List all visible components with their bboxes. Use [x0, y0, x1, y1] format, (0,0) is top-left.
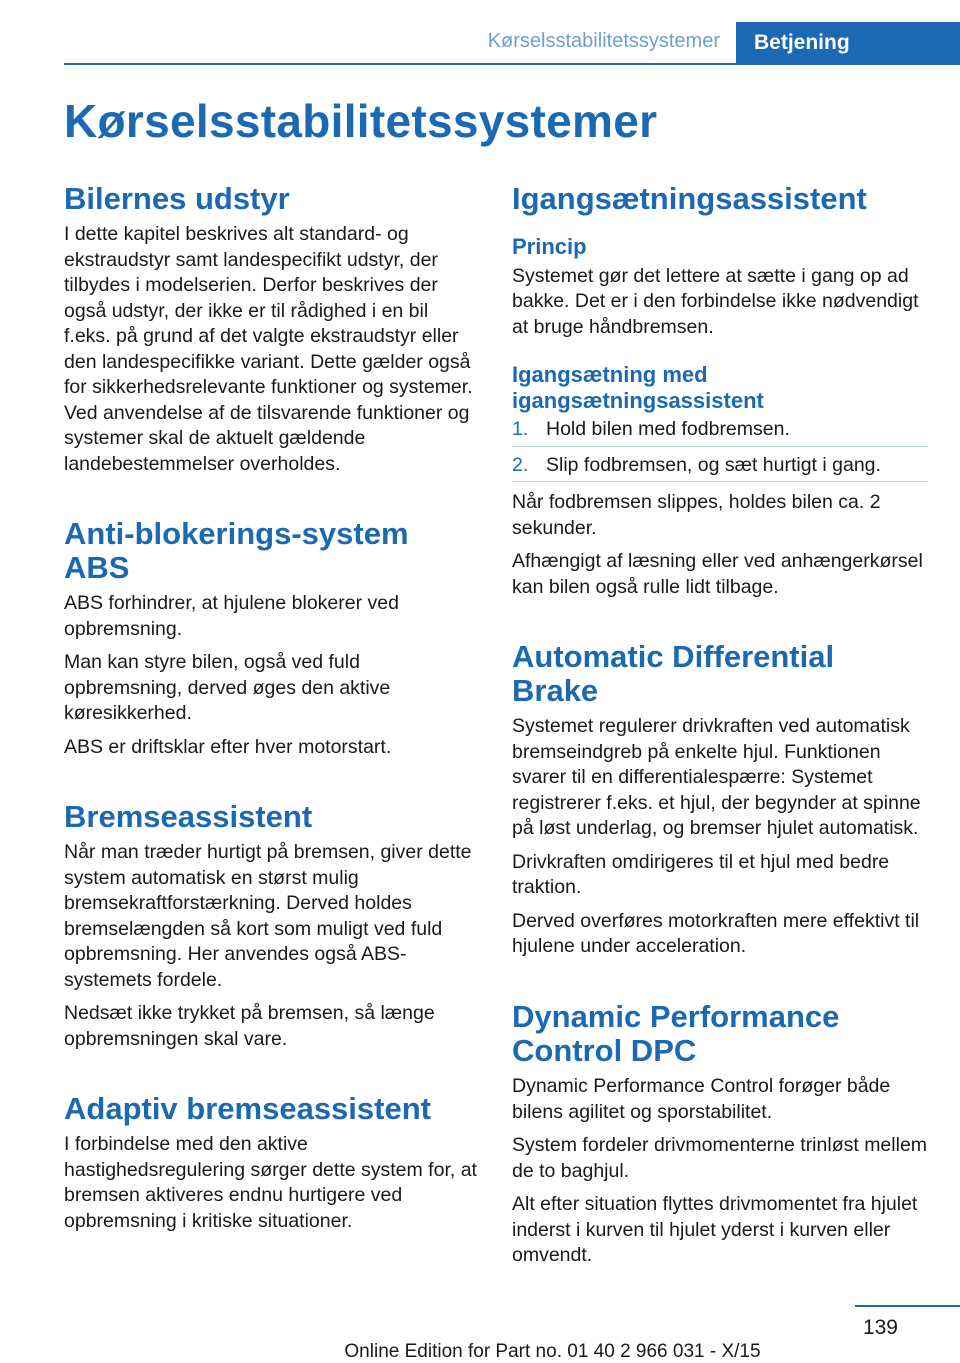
section-title: Bremseassistent: [64, 799, 313, 835]
paragraph: Når man træder hurtigt på bremsen, giver dette system automatisk en størst mulig bremsekraftforstærkning. Derved holdes bremselængden så kort som muligt ved fuld opbremsning. Her anvendes også ABS-systemets fordele.: [64, 841, 472, 991]
paragraph: Alt efter situation flyttes drivmomentet fra hjulet inderst i kurven til hjulet yderst i kurven eller omvendt.: [512, 1193, 918, 1267]
breadcrumb[interactable]: Kørselsstabilitetssystemer: [487, 30, 720, 52]
step-list: [512, 417, 928, 482]
left-column: [64, 182, 480, 1274]
paragraph: I forbindelse med den aktive hastighedsregulering sørger dette system for, at bremsen aktiveres endnu hurtigere ved opbremsning i kritiske situationer.: [64, 1133, 477, 1232]
step-number: 1.: [512, 418, 529, 441]
section-title: Automatic Differential Brake: [512, 639, 835, 709]
paragraph: Nedsæt ikke trykket på bremsen, så længe opbremsningen skal vare.: [64, 1002, 435, 1050]
edition-footer: Online Edition for Part no. 01 40 2 966 031 - X/15: [344, 1341, 761, 1362]
paragraph: System fordeler drivmomenterne trinløst mellem de to baghjul.: [512, 1134, 928, 1182]
section-bilernes-udstyr: [64, 182, 480, 477]
section-bremseassistent: [64, 800, 480, 1052]
section-igangsaetningsassistent: [512, 182, 928, 600]
section-dpc: [512, 1000, 928, 1269]
subsection-title: Princip: [512, 234, 587, 260]
paragraph: Man kan styre bilen, også ved fuld opbremsning, derved øges den aktive køresikkerhed.: [64, 651, 391, 725]
step-text: Slip fodbremsen, og sæt hurtigt i gang.: [546, 453, 881, 476]
paragraph: Dynamic Performance Control forøger både bilens agilitet og sporstabilitet.: [512, 1075, 891, 1123]
page-title: Kørselsstabilitetssystemer: [64, 95, 658, 147]
section-title: Igangsætningsassistent: [512, 181, 867, 216]
section-automatic-differential-brake: [512, 640, 928, 960]
paragraph: Systemet gør det lettere at sætte i gang op ad bakke. Det er i den forbindelse ikke nødvendigt at bruge håndbremsen.: [512, 264, 919, 338]
section-abs: [64, 517, 480, 760]
subsection-title: Igangsætning med igangsætningsassistent: [512, 362, 764, 413]
section-title: Adaptiv bremseassistent: [64, 1091, 431, 1127]
paragraph: Afhængigt af læsning eller ved anhængerkørsel kan bilen også rulle lidt tilbage.: [512, 550, 923, 598]
paragraph: Systemet regulerer drivkraften ved automatisk bremseindgreb på enkelte hjul. Funktionen svarer til en differentialespærre: Systemet registrerer f.eks. et hjul, der begynder at spinne på løst underlag, og bremser hjulet automatisk.: [512, 715, 921, 840]
step-text: Hold bilen med fodbremsen.: [546, 418, 790, 441]
right-column: [512, 182, 928, 1309]
subsection-igangsaetning: [512, 362, 928, 600]
page-number: 139: [862, 1316, 898, 1339]
paragraph: ABS forhindrer, at hjulene blokerer ved opbremsning.: [64, 592, 399, 640]
section-title: Bilernes udstyr: [64, 181, 290, 216]
footer-divider: [855, 1305, 960, 1307]
paragraph: Drivkraften omdirigeres til et hjul med bedre traktion.: [512, 850, 890, 899]
paragraph: I dette kapitel beskrives alt standard- og ekstraudstyr samt landespecifikt udstyr, der tilbydes i modelserien. Derfor beskrives der også udstyr, der ikke er til rådighed i en bil f.eks. på grund af det valgte ekstraudstyr eller den landespecifikke variant. Dette gælder også for sikkerhedsrelevante funktioner og systemer. Ved anvendelse af de tilsvarende funktioner og systemer skal de aktuelt gældende landebestemmelser overholdes.: [64, 223, 473, 475]
section-title: Dynamic Performance Control DPC: [512, 998, 840, 1068]
step-number: 2.: [512, 453, 529, 476]
list-item: [512, 417, 928, 447]
subsection-princip: [512, 234, 928, 340]
section-title: Anti-blokerings-system ABS: [64, 516, 409, 586]
section-adaptiv-bremseassistent: [64, 1092, 480, 1234]
paragraph: Når fodbremsen slippes, holdes bilen ca. 2 sekunder.: [512, 491, 881, 539]
chapter-tab[interactable]: Betjening: [736, 22, 960, 63]
page-header: [64, 22, 960, 65]
paragraph: ABS er driftsklar efter hver motorstart.: [64, 735, 392, 758]
paragraph: Derved overføres motorkraften mere effektivt til hjulene under acceleration.: [512, 909, 920, 958]
list-item: [512, 453, 928, 483]
